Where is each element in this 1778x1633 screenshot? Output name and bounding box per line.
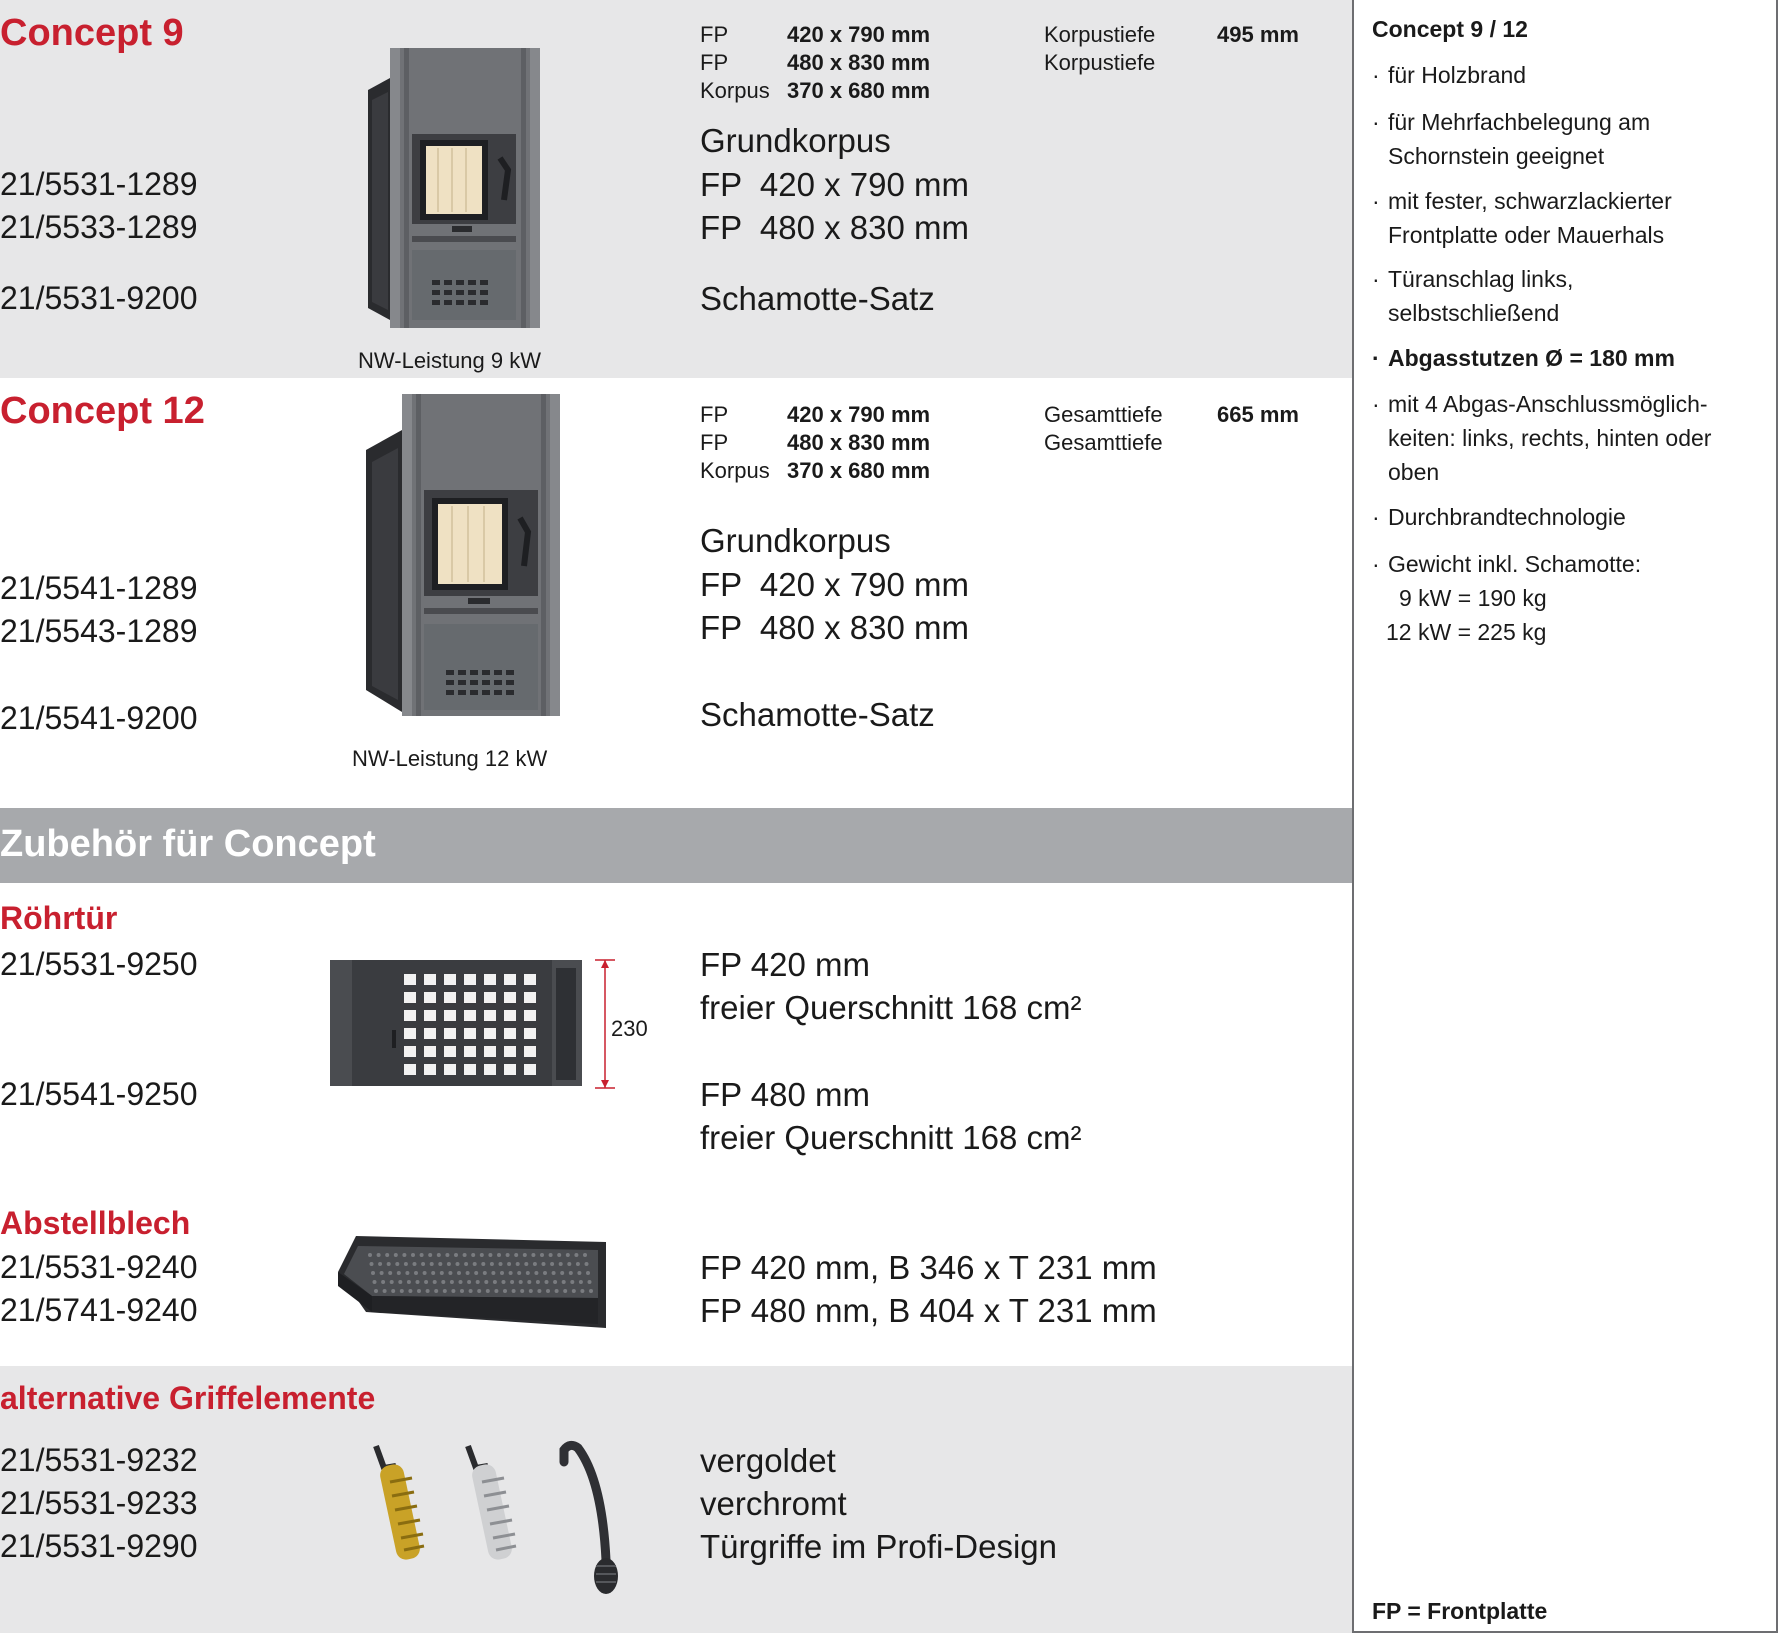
concept9-line-2: FP 420 x 790 mm [700, 166, 970, 203]
sidebar-footer: FP = Frontplatte [1372, 1598, 1548, 1624]
concept12-depth-label-1: Gesamttiefe [1044, 402, 1163, 427]
concept12-line-2: FP 420 x 790 mm [700, 566, 970, 603]
concept12-spec-value-3: 370 x 680 mm [787, 458, 931, 483]
sidebar-item-1 [1372, 58, 1762, 92]
sidebar-item-label: Abgasstutzen Ø = 180 mm [1388, 345, 1675, 371]
roehrtuer-title: Röhrtür [0, 900, 118, 936]
roehrtuer-desc-3: FP 480 mm [700, 1076, 870, 1113]
griffe-desc-1: vergoldet [700, 1442, 836, 1479]
concept9-article-1: 21/5531-1289 [0, 166, 198, 202]
roehrtuer-article-2: 21/5541-9250 [0, 1076, 198, 1112]
roehrtuer-desc-1: FP 420 mm [700, 946, 870, 983]
sidebar-item-4 [1372, 262, 1762, 330]
concept9-title: Concept 9 [0, 12, 184, 54]
bullet-icon: · [1372, 109, 1380, 135]
gold-handle-image [370, 1442, 440, 1570]
bullet-icon: · [1372, 345, 1380, 371]
concept9-spec-label-2: FP [700, 50, 729, 75]
abstellblech-desc-1: FP 420 mm, B 346 x T 231 mm [700, 1249, 1157, 1286]
sidebar-weight-12kw: 12 kW = 225 kg [1386, 619, 1547, 645]
concept9-spec-label-3: Korpus [700, 78, 770, 103]
concept9-stove-image [360, 40, 550, 330]
sidebar-item-label: für Holzbrand [1388, 62, 1527, 88]
bullet-icon: · [1372, 188, 1380, 214]
sidebar-title: Concept 9 / 12 [1372, 16, 1528, 42]
info-sidebar [1352, 0, 1778, 1633]
concept9-spec-label-1: FP [700, 22, 729, 47]
concept12-spec-label-2: FP [700, 430, 729, 455]
sidebar-weight-9kw: 9 kW = 190 kg [1399, 585, 1547, 611]
abstellblech-desc-2: FP 480 mm, B 404 x T 231 mm [700, 1292, 1157, 1329]
bullet-icon: · [1372, 551, 1380, 577]
concept9-spec-value-2: 480 x 830 mm [787, 50, 931, 75]
griffe-title: alternative Griffelemente [0, 1380, 376, 1416]
roehrtuer-desc-4: freier Querschnitt 168 cm² [700, 1119, 1082, 1156]
roehrtuer-article-1: 21/5531-9250 [0, 946, 198, 982]
concept9-caption: NW-Leistung 9 kW [358, 348, 541, 373]
concept12-depth-value: 665 mm [1217, 402, 1299, 427]
chrome-handle-image [462, 1442, 532, 1570]
concept9-depth-value: 495 mm [1217, 22, 1299, 47]
bullet-icon: · [1372, 391, 1380, 417]
roehrtuer-image [330, 958, 582, 1088]
sidebar-item-label: mit fester, schwarzlackierter Frontplatte oder Mauerhals [1388, 188, 1672, 248]
sidebar-item-label: Gewicht inkl. Schamotte: [1388, 551, 1642, 577]
concept12-spec-value-2: 480 x 830 mm [787, 430, 931, 455]
concept12-article-3: 21/5541-9200 [0, 700, 198, 736]
concept9-article-2: 21/5533-1289 [0, 209, 198, 245]
concept9-article-3: 21/5531-9200 [0, 280, 198, 316]
concept12-article-1: 21/5541-1289 [0, 570, 198, 606]
bullet-icon: · [1372, 266, 1380, 292]
abstellblech-title: Abstellblech [0, 1205, 191, 1241]
concept9-line-4: Schamotte-Satz [700, 280, 935, 317]
concept12-stove-image [360, 390, 566, 720]
bullet-icon: · [1372, 504, 1380, 530]
concept12-caption: NW-Leistung 12 kW [352, 746, 548, 771]
griffe-desc-2: verchromt [700, 1485, 847, 1522]
concept9-spec-value-3: 370 x 680 mm [787, 78, 931, 103]
concept12-spec-label-3: Korpus [700, 458, 770, 483]
concept12-title: Concept 12 [0, 390, 205, 432]
abstellblech-image [336, 1228, 610, 1332]
abstellblech-article-2: 21/5741-9240 [0, 1292, 198, 1328]
roehrtuer-dimension-label: 230 [611, 1016, 648, 1041]
concept12-line-4: Schamotte-Satz [700, 696, 935, 733]
concept12-spec-value-1: 420 x 790 mm [787, 402, 931, 427]
concept12-depth-label-2: Gesamttiefe [1044, 430, 1163, 455]
concept9-depth-label-1: Korpustiefe [1044, 22, 1156, 47]
concept12-line-3: FP 480 x 830 mm [700, 609, 970, 646]
sidebar-item-7 [1372, 500, 1762, 534]
sidebar-item-label: Türanschlag links, selbstschließend [1388, 266, 1574, 326]
concept9-depth-label-2: Korpustiefe [1044, 50, 1156, 75]
sidebar-item-2 [1372, 105, 1762, 173]
griffe-article-1: 21/5531-9232 [0, 1442, 198, 1478]
abstellblech-article-1: 21/5531-9240 [0, 1249, 198, 1285]
griffe-article-2: 21/5531-9233 [0, 1485, 198, 1521]
concept12-article-2: 21/5543-1289 [0, 613, 198, 649]
sidebar-item-6 [1372, 387, 1762, 489]
concept9-spec-value-1: 420 x 790 mm [787, 22, 931, 47]
roehrtuer-desc-2: freier Querschnitt 168 cm² [700, 989, 1082, 1026]
zubehoer-title: Zubehör für Concept [0, 823, 376, 865]
griffe-article-3: 21/5531-9290 [0, 1528, 198, 1564]
concept12-line-1: Grundkorpus [700, 522, 891, 559]
sidebar-item-3 [1372, 184, 1762, 252]
sidebar-item-label: für Mehrfachbelegung am Schornstein geeignet [1388, 109, 1651, 169]
griffe-desc-3: Türgriffe im Profi-Design [700, 1528, 1057, 1565]
sidebar-item-label: Durchbrandtechnologie [1388, 504, 1626, 530]
profi-handle-image [556, 1440, 626, 1600]
bullet-icon: · [1372, 62, 1380, 88]
sidebar-item-5 [1372, 341, 1762, 375]
concept12-spec-label-1: FP [700, 402, 729, 427]
sidebar-item-8 [1372, 547, 1762, 581]
sidebar-item-label: mit 4 Abgas-Anschlussmöglich-keiten: links, rechts, hinten oder oben [1388, 391, 1712, 485]
concept9-line-3: FP 480 x 830 mm [700, 209, 970, 246]
concept9-line-1: Grundkorpus [700, 122, 891, 159]
